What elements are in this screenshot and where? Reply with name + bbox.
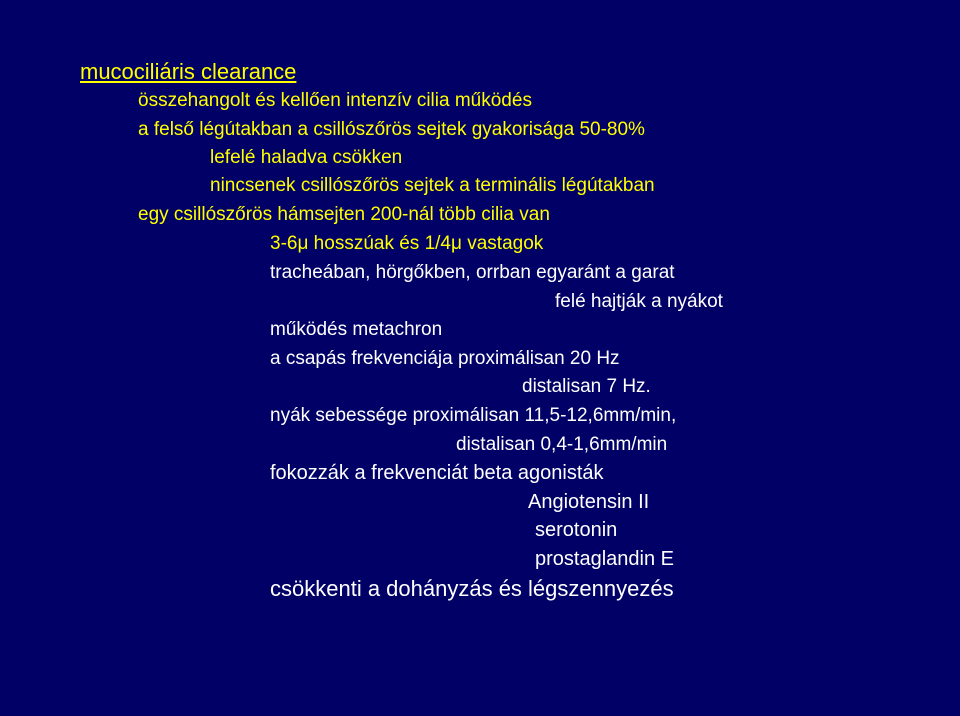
text-line-terminal-airways: nincsenek csillószőrös sejtek a terminális légútakban xyxy=(210,175,655,196)
slide-title: mucociliáris clearance xyxy=(80,59,297,84)
text-line-cilia-count: egy csillószőrös hámsejten 200-nál több cilia van xyxy=(138,204,550,225)
text-line-decreasing: lefelé haladva csökken xyxy=(210,147,403,168)
text-line-angiotensin: Angiotensin II xyxy=(528,491,650,513)
text-line-upper-airways: a felső légútakban a csillószőrös sejtek gyakorisága 50-80% xyxy=(138,119,645,140)
text-line-decrease: csökkenti a dohányzás és légszennyezés xyxy=(270,576,674,601)
text-line-mucus-speed-proximal: nyák sebessége proximálisan 11,5-12,6mm/min, xyxy=(270,405,677,426)
text-line-increase-frequency: fokozzák a frekvenciát beta agonisták xyxy=(270,462,604,484)
text-line-metachron: működés metachron xyxy=(270,319,443,340)
text-line-mucus-direction: felé hajtják a nyákot xyxy=(555,291,723,312)
text-line-serotonin: serotonin xyxy=(535,519,618,541)
text-line-frequency-proximal: a csapás frekvenciája proximálisan 20 Hz xyxy=(270,348,620,369)
text-line-prostaglandin: prostaglandin E xyxy=(535,548,674,570)
text-line-mucus-speed-distal: distalisan 0,4-1,6mm/min xyxy=(456,434,668,455)
text-line-frequency-distal: distalisan 7 Hz. xyxy=(522,376,651,397)
text-line-cilia-function: összehangolt és kellően intenzív cilia működés xyxy=(138,90,532,111)
text-line-trachea: tracheában, hörgőkben, orrban egyaránt a garat xyxy=(270,262,675,283)
text-line-cilia-size: 3-6μ hosszúak és 1/4μ vastagok xyxy=(270,233,544,254)
